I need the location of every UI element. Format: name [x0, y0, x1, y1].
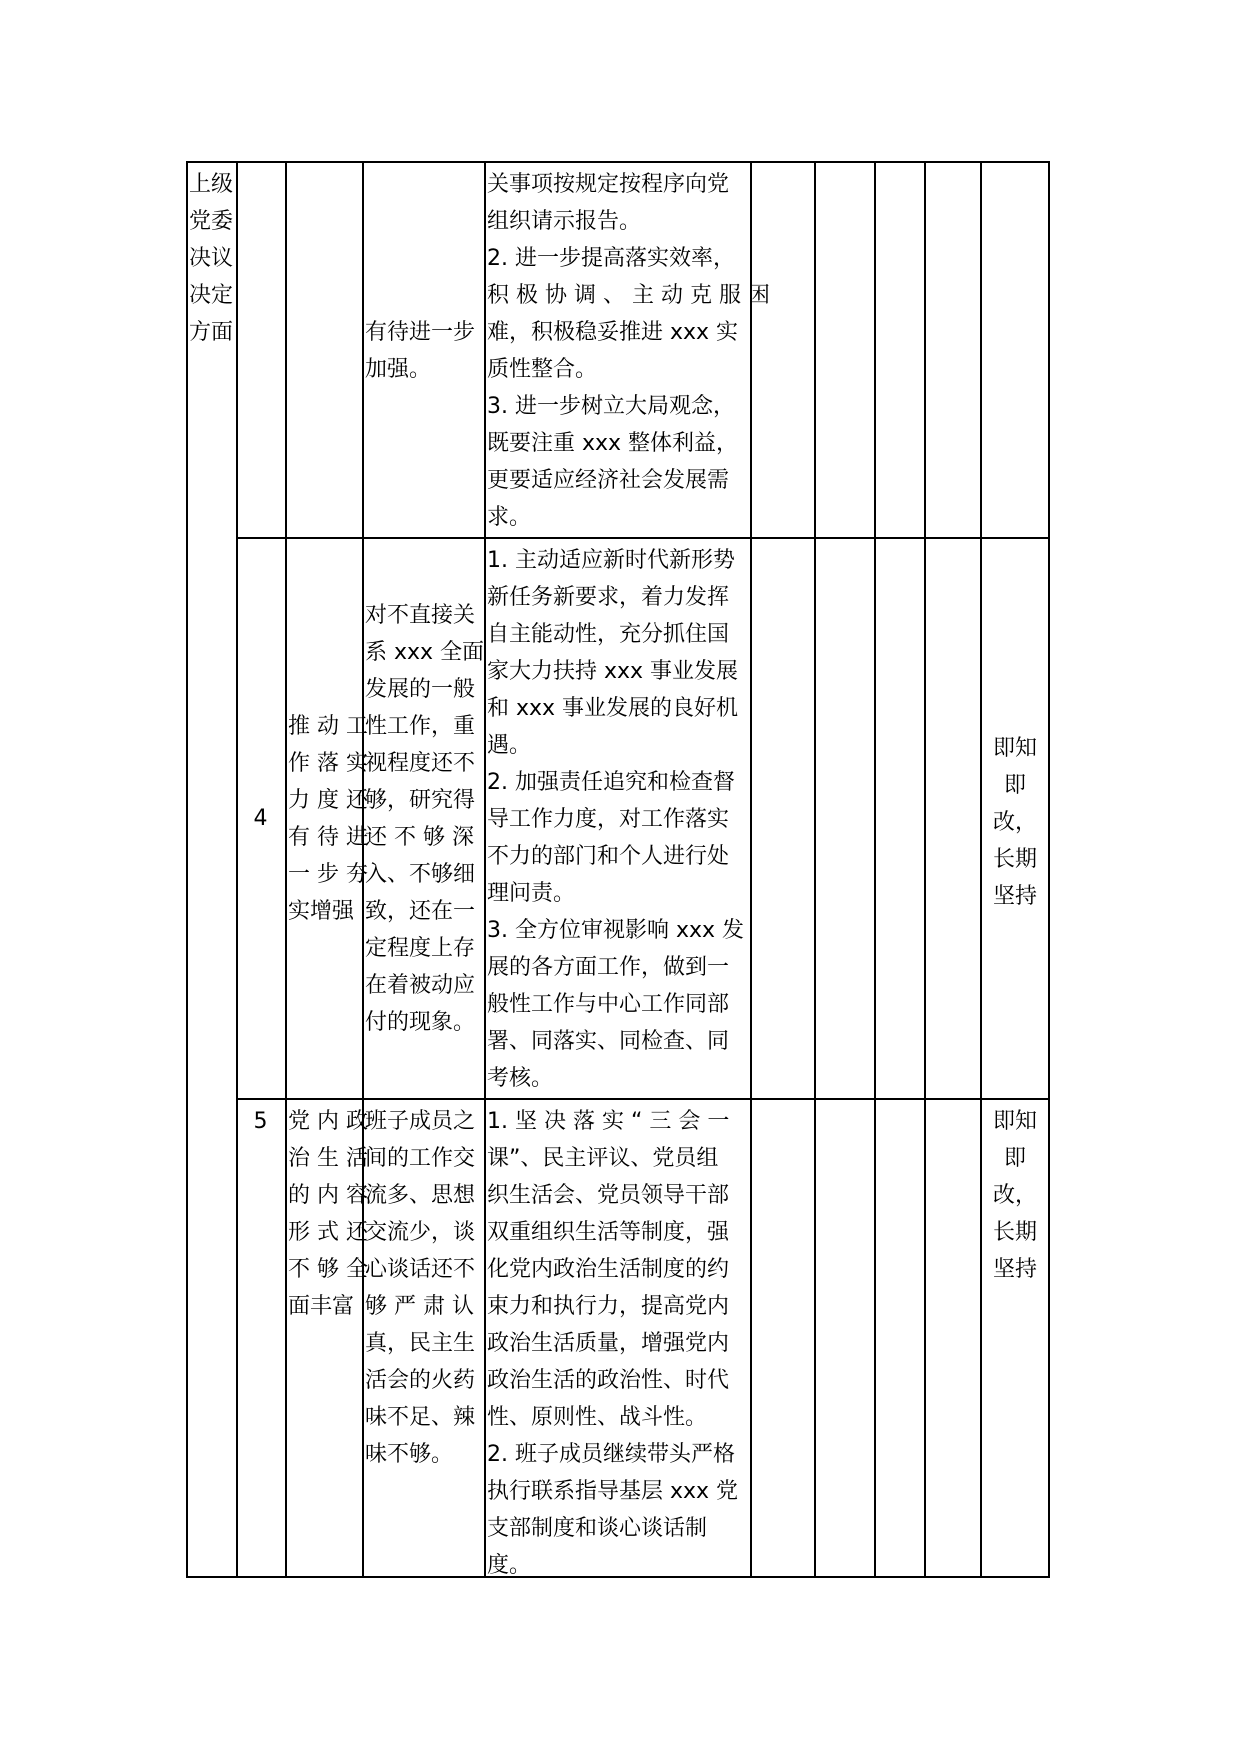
deadline-text: 即知	[992, 1109, 1037, 1134]
deadline-text: 长期	[992, 1220, 1037, 1245]
deadline-text: 坚持	[992, 1257, 1037, 1282]
category-text: 党委	[189, 209, 234, 234]
measure-text: 家大力扶持 xxx 事业发展	[487, 659, 739, 684]
row-index: 4	[253, 806, 268, 831]
table-cell	[814, 537, 874, 1098]
measure-text: 组织请示报告。	[487, 209, 642, 234]
measure-text: 3. 全方位审视影响 xxx 发	[487, 918, 745, 943]
problem-text: 系 xxx 全面	[365, 640, 485, 665]
issue-title: 有 待 进	[288, 825, 368, 850]
problem-text: 视程度还不	[365, 751, 476, 776]
measure-text: 新任务新要求，着力发挥	[487, 585, 730, 610]
problem-text: 味不够。	[365, 1442, 454, 1467]
measure-text: 不力的部门和个人进行处	[487, 844, 730, 869]
problem-text: 够，研究得	[365, 788, 476, 813]
problem-text: 够 严 肃 认	[365, 1294, 474, 1319]
issue-title: 实增强	[288, 899, 355, 924]
table-cell	[236, 161, 285, 537]
problem-text: 还 不 够 深	[365, 825, 474, 850]
measure-text: 般性工作与中心工作同部	[487, 992, 730, 1017]
problem-text: 加强。	[365, 357, 432, 382]
measure-text: 支部制度和谈心谈话制	[487, 1516, 708, 1541]
issue-title: 的 内 容	[288, 1183, 368, 1208]
table-cell	[924, 161, 980, 537]
problem-text: 真，民主生	[365, 1331, 476, 1356]
measure-text: 双重组织生活等制度，强	[487, 1220, 730, 1245]
measure-text: 展的各方面工作，做到一	[487, 955, 730, 980]
problem-text: 交流少，谈	[365, 1220, 476, 1245]
table-cell	[924, 1098, 980, 1578]
issue-title: 力 度 还	[288, 788, 368, 813]
problem-text: 活会的火药	[365, 1368, 476, 1393]
table-cell	[236, 1098, 285, 1578]
problem-text: 有待进一步	[365, 320, 476, 345]
measure-text: 度。	[487, 1553, 532, 1578]
table-cell	[874, 161, 924, 537]
measure-text: 理问责。	[487, 881, 576, 906]
problem-text: 班子成员之	[365, 1109, 476, 1134]
measure-text: 2. 进一步提高落实效率，	[487, 246, 735, 271]
measure-text: 束力和执行力，提高党内	[487, 1294, 730, 1319]
table-cell	[980, 161, 1050, 537]
measure-text: 织生活会、党员领导干部	[487, 1183, 730, 1208]
table-cell	[285, 161, 362, 537]
deadline-text: 坚持	[992, 884, 1037, 909]
table-cell	[750, 161, 814, 537]
measure-text: 执行联系指导基层 xxx 党	[487, 1479, 739, 1504]
measure-text: 积 极 协 调 、 主 动 克 服 困	[487, 283, 770, 308]
measure-text: 既要注重 xxx 整体利益，	[487, 431, 739, 456]
issue-title: 推 动 工	[288, 714, 368, 739]
category-text: 上级	[189, 172, 234, 197]
problem-text: 付的现象。	[365, 1010, 476, 1035]
problem-text: 心谈话还不	[365, 1257, 476, 1282]
measure-text: 2. 班子成员继续带头严格	[487, 1442, 735, 1467]
problem-text: 入、不够细	[365, 862, 476, 887]
deadline-text: 改，	[992, 810, 1037, 835]
deadline-text: 即	[1003, 773, 1026, 798]
table-cell	[814, 1098, 874, 1578]
problem-text: 在着被动应	[365, 973, 476, 998]
row-index: 5	[253, 1109, 268, 1134]
table-cell	[750, 1098, 814, 1578]
issue-title: 作 落 实	[288, 751, 368, 776]
measure-text: 和 xxx 事业发展的良好机	[487, 696, 739, 721]
category-cell	[186, 161, 236, 1578]
measure-text: 关事项按规定按程序向党	[487, 172, 730, 197]
problem-text: 味不足、辣	[365, 1405, 476, 1430]
table-cell	[924, 537, 980, 1098]
table-cell	[750, 537, 814, 1098]
measure-text: 1. 主动适应新时代新形势	[487, 548, 735, 573]
measure-text: 署、同落实、同检查、同	[487, 1029, 730, 1054]
measure-text: 自主能动性，充分抓住国	[487, 622, 730, 647]
measure-text: 化党内政治生活制度的约	[487, 1257, 730, 1282]
category-text: 方面	[189, 320, 234, 345]
table-bottom-border	[186, 1576, 1050, 1578]
problem-text: 性工作，重	[365, 714, 476, 739]
measure-text: 质性整合。	[487, 357, 598, 382]
measure-text: 性、原则性、战斗性。	[487, 1405, 708, 1430]
category-text: 决议	[189, 246, 234, 271]
measure-text: 导工作力度，对工作落实	[487, 807, 730, 832]
deadline-text: 长期	[992, 847, 1037, 872]
problem-text: 流多、思想	[365, 1183, 476, 1208]
measure-text: 政治生活的政治性、时代	[487, 1368, 730, 1393]
category-text: 决定	[189, 283, 234, 308]
measure-text: 更要适应经济社会发展需	[487, 468, 730, 493]
measure-text: 遇。	[487, 733, 532, 758]
table-cell	[874, 1098, 924, 1578]
measure-text: 2. 加强责任追究和检查督	[487, 770, 735, 795]
table-cell	[874, 537, 924, 1098]
issue-title: 一 步 夯	[288, 862, 368, 887]
deadline-text: 即知	[992, 736, 1037, 761]
measure-text: 政治生活质量，增强党内	[487, 1331, 730, 1356]
deadline-text: 即	[1003, 1146, 1026, 1171]
issue-title: 党 内 政	[288, 1109, 368, 1134]
measure-text: 1. 坚 决 落 实 “ 三 会 一	[487, 1109, 730, 1134]
issue-title: 面丰富	[288, 1294, 355, 1319]
issue-title: 治 生 活	[288, 1146, 368, 1171]
problem-text: 定程度上存	[365, 936, 476, 961]
problem-text: 对不直接关	[365, 603, 476, 628]
problem-text: 致，还在一	[365, 899, 476, 924]
issue-title: 形 式 还	[288, 1220, 368, 1245]
deadline-text: 改，	[992, 1183, 1037, 1208]
problem-text: 间的工作交	[365, 1146, 476, 1171]
issue-title: 不 够 全	[288, 1257, 368, 1282]
measure-text: 课”、民主评议、党员组	[487, 1146, 719, 1171]
problem-text: 发展的一般	[365, 677, 476, 702]
measure-text: 考核。	[487, 1066, 554, 1091]
measure-text: 3. 进一步树立大局观念，	[487, 394, 735, 419]
measure-text: 难，积极稳妥推进 xxx 实	[487, 320, 739, 345]
table-cell	[814, 161, 874, 537]
measure-text: 求。	[487, 505, 532, 530]
